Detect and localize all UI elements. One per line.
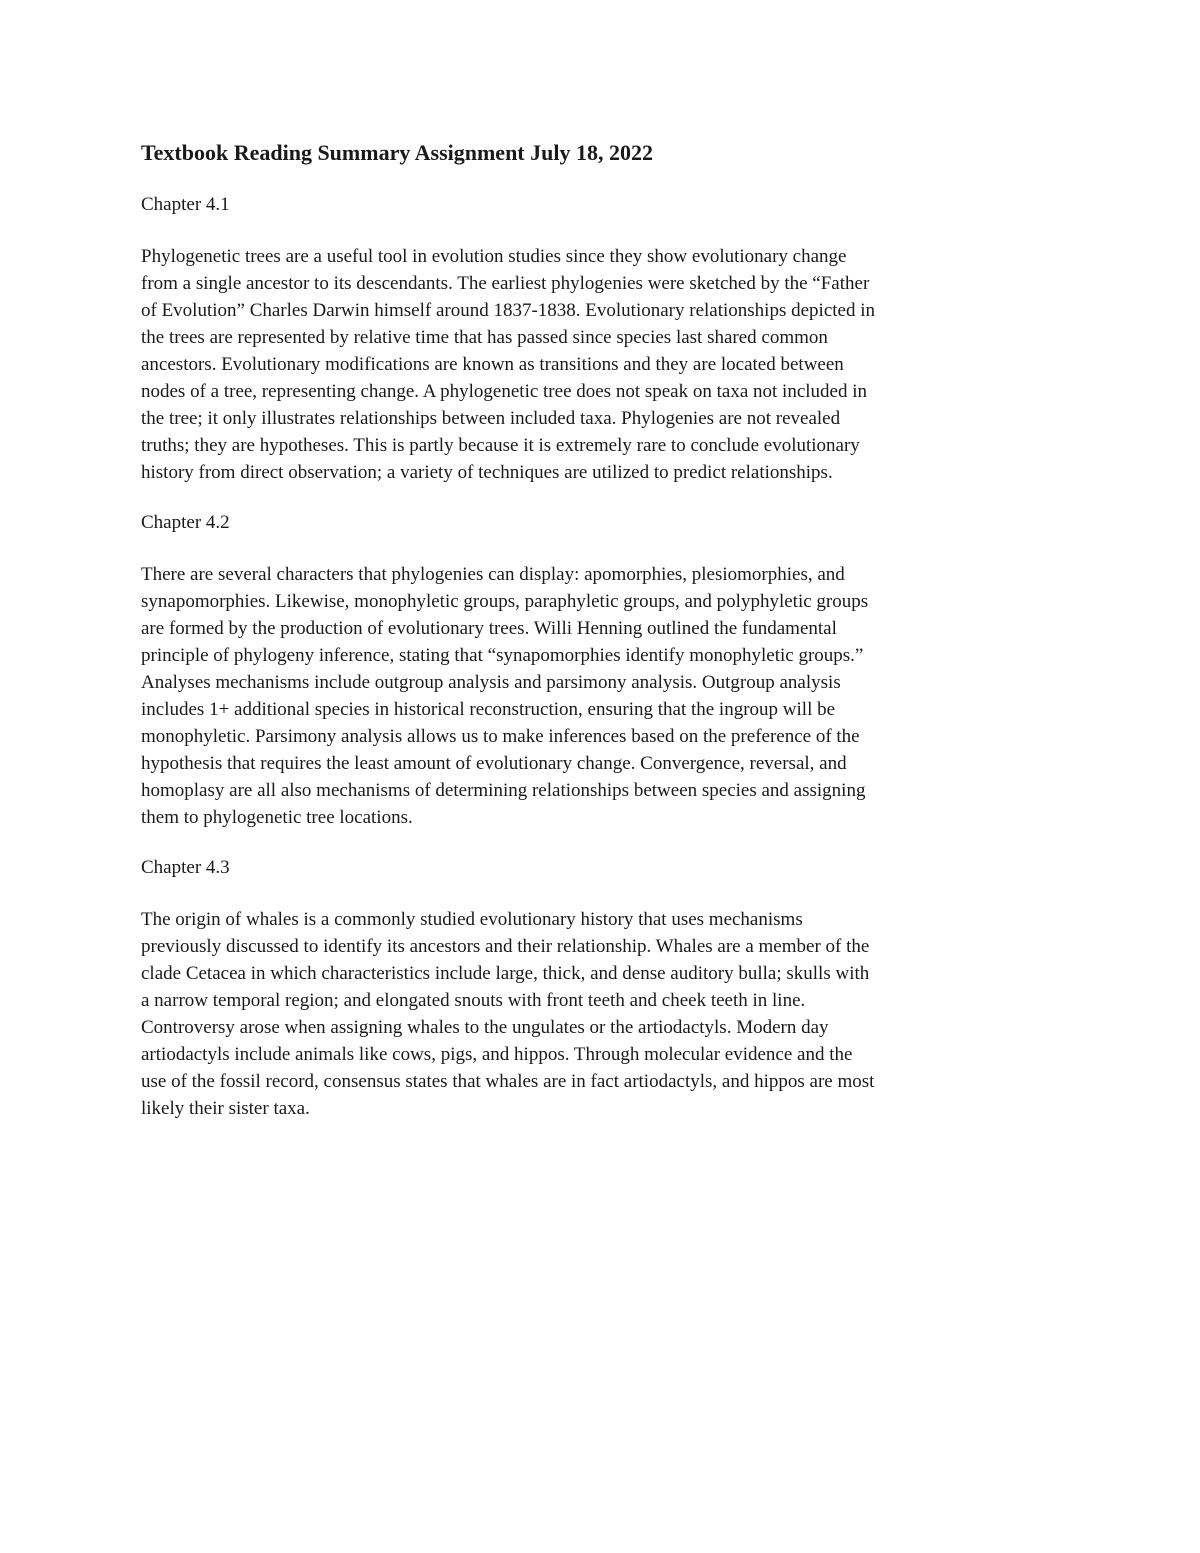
paragraph-line: The origin of whales is a commonly studied evolutionary history that uses mechanisms	[141, 908, 803, 930]
paragraph-line: principle of phylogeny inference, stating that “synapomorphies identify monophyletic groups.”	[141, 644, 864, 666]
paragraph-line: There are several characters that phylogenies can display: apomorphies, plesiomorphies, and	[141, 563, 845, 585]
paragraph-line: of Evolution” Charles Darwin himself around 1837-1838. Evolutionary relationships depicted in	[141, 300, 875, 322]
chapter-paragraph-4-3	[141, 906, 1061, 1122]
paragraph-line: synapomorphies. Likewise, monophyletic groups, paraphyletic groups, and polyphyletic groups	[141, 590, 869, 612]
paragraph-line: them to phylogenetic tree locations.	[141, 806, 413, 828]
paragraph-line: from a single ancestor to its descendants. The earliest phylogenies were sketched by the “Father	[141, 273, 870, 295]
paragraph-line: clade Cetacea in which characteristics include large, thick, and dense auditory bulla; skulls with	[141, 962, 870, 984]
paragraph-line: likely their sister taxa.	[141, 1097, 310, 1119]
paragraph-line: the tree; it only illustrates relationships between included taxa. Phylogenies are not revealed	[141, 408, 841, 430]
paragraph-line: history from direct observation; a variety of techniques are utilized to predict relationships.	[141, 462, 833, 484]
paragraph-line: use of the fossil record, consensus states that whales are in fact artiodactyls, and hippos are most	[141, 1070, 875, 1092]
paragraph-line: monophyletic. Parsimony analysis allows us to make inferences based on the preference of the	[141, 725, 860, 747]
chapter-heading-4-1: Chapter 4.1	[141, 194, 230, 216]
chapter-paragraph-4-2	[141, 561, 1061, 831]
paragraph-line: Phylogenetic trees are a useful tool in evolution studies since they show evolutionary change	[141, 246, 847, 268]
paragraph-line: Controversy arose when assigning whales to the ungulates or the artiodactyls. Modern day	[141, 1016, 829, 1038]
paragraph-line: homoplasy are all also mechanisms of determining relationships between species and assigning	[141, 779, 866, 801]
paragraph-line: are formed by the production of evolutionary trees. Willi Henning outlined the fundamental	[141, 617, 837, 639]
paragraph-line: Analyses mechanisms include outgroup analysis and parsimony analysis. Outgroup analysis	[141, 671, 841, 693]
paragraph-line: includes 1+ additional species in historical reconstruction, ensuring that the ingroup will be	[141, 698, 836, 720]
document-body	[141, 140, 1061, 1148]
chapter-heading-4-2: Chapter 4.2	[141, 512, 230, 534]
paragraph-line: nodes of a tree, representing change. A phylogenetic tree does not speak on taxa not included in	[141, 381, 867, 403]
chapter-heading-4-3: Chapter 4.3	[141, 856, 230, 878]
paragraph-line: a narrow temporal region; and elongated snouts with front teeth and cheek teeth in line.	[141, 989, 806, 1011]
paragraph-line: truths; they are hypotheses. This is partly because it is extremely rare to conclude evolutionary	[141, 435, 860, 457]
paragraph-line: hypothesis that requires the least amount of evolutionary change. Convergence, reversal, and	[141, 752, 847, 774]
paragraph-line: previously discussed to identify its ancestors and their relationship. Whales are a member of the	[141, 935, 870, 957]
paragraph-line: artiodactyls include animals like cows, pigs, and hippos. Through molecular evidence and the	[141, 1043, 853, 1065]
chapter-paragraph-4-1	[141, 243, 1061, 486]
document-title: Textbook Reading Summary Assignment July 18, 2022	[141, 140, 653, 165]
paragraph-line: the trees are represented by relative time that has passed since species last shared common	[141, 327, 828, 349]
paragraph-line: ancestors. Evolutionary modifications are known as transitions and they are located between	[141, 354, 844, 376]
